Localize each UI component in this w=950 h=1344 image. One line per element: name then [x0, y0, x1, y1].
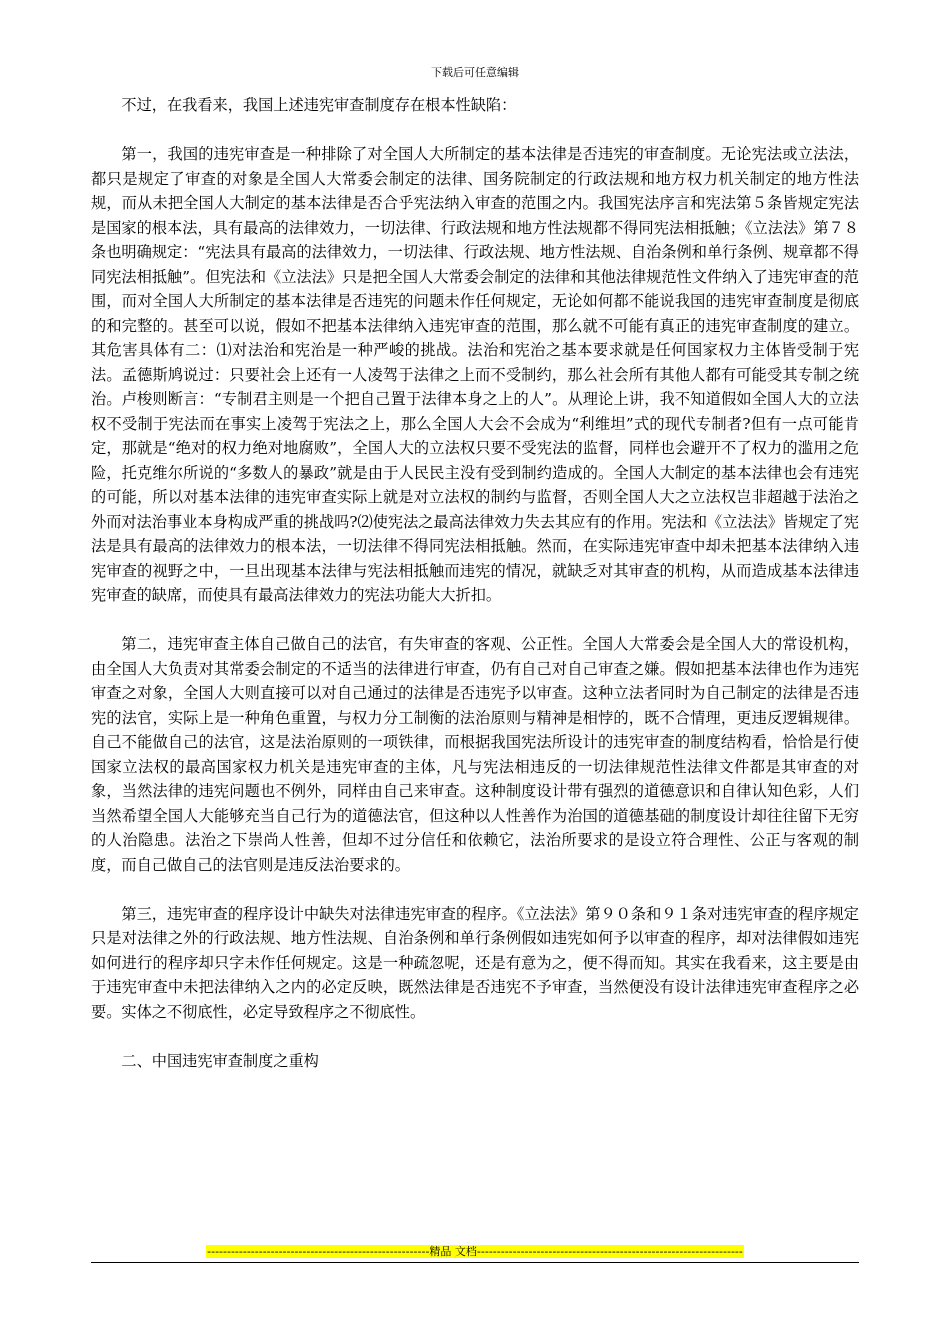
- paragraph-gap: [91, 608, 859, 633]
- paragraph-gap: [91, 877, 859, 902]
- paragraph-second-defect: 第二，违宪审查主体自己做自己的法官，有失审查的客观、公正性。全国人大常委会是全国人大的常设机构，由全国人大负责对其常委会制定的不适当的法律进行审查，仍有自己对自己审查之嫌。假如把基本法律也作为违宪审查之对象，全国人大则直接可以对自己通过的法律是否违宪予以审查。这种立法者同时为自己制定的法律是否违宪的法官，实际上是一种角色重置，与权力分工制衡的法治原则与精神是相悖的，既不合情理，更违反逻辑规律。自己不能做自己的法官，这是法治原则的一项铁律，而根据我国宪法所设计的违宪审查的制度结构看，恰恰是行使国家立法权的最高国家权力机关是违宪审查的主体，凡与宪法相违反的一切法律规范性法律文件都是其审查的对象，当然法律的违宪问题也不例外，同样由自己来审查。这种制度设计带有强烈的道德意识和自律认知色彩，人们当然希望全国人大能够充当自己行为的道德法官，但这种以人性善作为治国的道德基础的制度设计却往往留下无穷的人治隐患。法治之下崇尚人性善，但却不过分信任和依赖它，法治所要求的是设立符合理性、公正与客观的制度，而自己做自己的法官则是违反法治要求的。: [91, 635, 859, 874]
- footer-highlight-label: --------------------------------------------------------精品 文档-------------------------------------------------------------------: [207, 1245, 743, 1258]
- paragraph-third-defect: 第三，违宪审查的程序设计中缺失对法律违宪审查的程序。《立法法》第９０条和９１条对违宪审查的程序规定只是对法律之外的行政法规、地方性法规、自治条例和单行条例假如违宪如何予以审查的程序，却对法律假如违宪如何进行的程序却只字未作任何规定。这是一种疏忽呢，还是有意为之，便不得而知。其实在我看来，这主要是由于违宪审查中未把法律纳入之内的必定反映，既然法律是否违宪不予审查，当然便没有设计法律违宪审查程序之必要。实体之不彻底性，必定导致程序之不彻底性。: [91, 904, 859, 1021]
- paragraph-intro: 不过，在我看来，我国上述违宪审查制度存在根本性缺陷：: [121, 96, 517, 114]
- paragraph-gap: [91, 1024, 859, 1049]
- page-header-note: 下载后可任意编辑: [431, 66, 519, 79]
- page-footer: [0, 1243, 950, 1262]
- paragraph-gap: [91, 118, 859, 143]
- paragraph-first-defect: 第一，我国的违宪审查是一种排除了对全国人大所制定的基本法律是否违宪的审查制度。无论宪法或立法法，都只是规定了审查的对象是全国人大常委会制定的法律、国务院制定的行政法规和地方权力机关制定的地方性法规，而从未把全国人大制定的基本法律是否合乎宪法纳入审查的范围之内。我国宪法序言和宪法第５条皆规定宪法是国家的根本法，具有最高的法律效力，一切法律、行政法规和地方性法规都不得同宪法相抵触；《立法法》第７８条也明确规定：“宪法具有最高的法律效力，一切法律、行政法规、地方性法规、自治条例和单行条例、规章都不得同宪法相抵触”。但宪法和《立法法》只是把全国人大常委会制定的法律和其他法律规范性文件纳入了违宪审查的范围，而对全国人大所制定的基本法律是否违宪的问题未作任何规定，无论如何都不能说我国的违宪审查制度是彻底的和完整的。甚至可以说，假如不把基本法律纳入违宪审查的范围，那么就不可能有真正的违宪审查制度的建立。其危害具体有二：⑴对法治和宪治是一种严峻的挑战。法治和宪治之基本要求就是任何国家权力主体皆受制于宪法。孟德斯鸠说过：只要社会上还有一人凌驾于法律之上而不受制约，那么社会所有其他人都有可能受其专制之统治。卢梭则断言：“专制君主则是一个把自己置于法律本身之上的人”。从理论上讲，我不知道假如全国人大的立法权不受制于宪法而在事实上凌驾于宪法之上，那么全国人大会不会成为“利维坦”式的现代专制者?但有一点可能肯定，那就是“绝对的权力绝对地腐败”，全国人大的立法权只要不受宪法的监督，同样也会避开不了权力的滥用之危险，托克维尔所说的“多数人的暴政”就是由于人民民主没有受到制约造成的。全国人大制定的基本法律也会有违宪的可能，所以对基本法律的违宪审查实际上就是对立法权的制约与监督，否则全国人大之立法权岂非超越于法治之外而对法治事业本身构成严重的挑战吗?⑵使宪法之最高法律效力失去其应有的作用。宪法和《立法法》皆规定了宪法是具有最高的法律效力的根本法，一切法律不得同宪法相抵触。然而，在实际违宪审查中却未把基本法律纳入违宪审查的视野之中，一旦出现基本法律与宪法相抵触而违宪的情况，就缺乏对其审查的机构，从而造成基本法律违宪审查的缺席，而使具有最高法律效力的宪法功能大大折扣。: [91, 145, 859, 604]
- footer-rule: [91, 1262, 859, 1263]
- section-heading: 二、中国违宪审查制度之重构: [121, 1051, 319, 1070]
- document-body: [91, 93, 859, 1073]
